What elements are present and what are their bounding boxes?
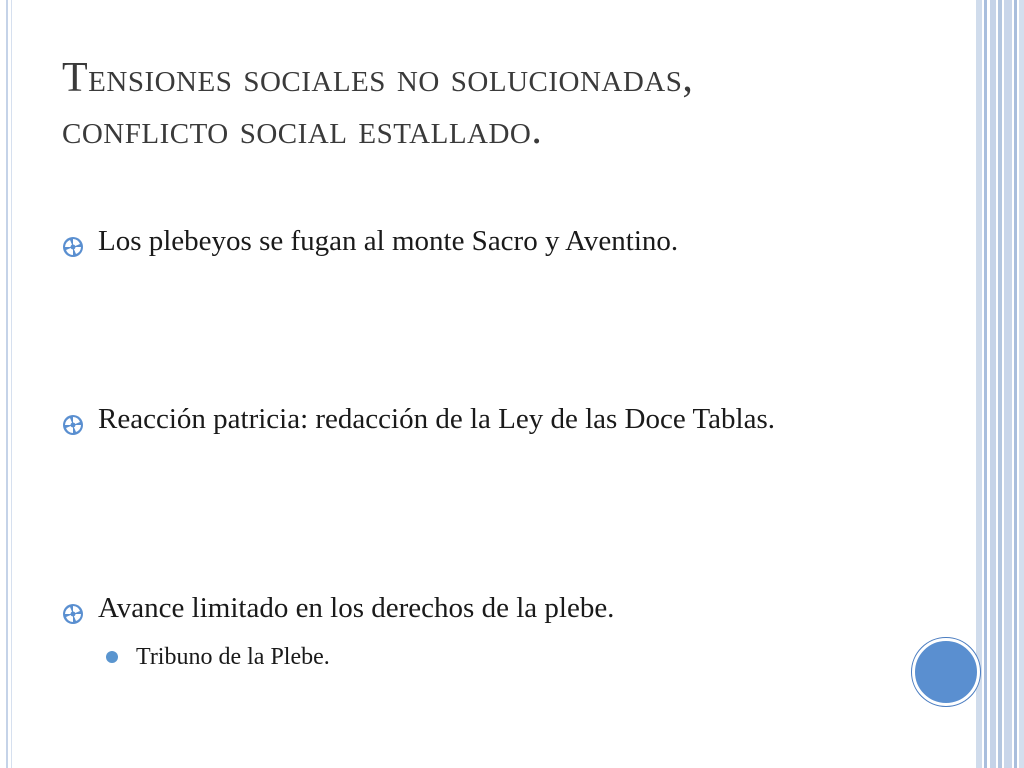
right-stripe bbox=[976, 0, 982, 768]
right-stripe bbox=[1004, 0, 1012, 768]
left-border-line bbox=[6, 0, 8, 768]
bullet-item bbox=[62, 400, 922, 438]
right-stripe bbox=[1019, 0, 1024, 768]
right-stripe bbox=[1014, 0, 1017, 768]
bullet-text: Reacción patricia: redacción de la Ley de las Doce Tablas. bbox=[98, 403, 775, 435]
pinwheel-bullet-icon bbox=[62, 236, 84, 258]
pinwheel-bullet-icon bbox=[62, 414, 84, 436]
slide-title-line1: Tensiones sociales no solucionadas, bbox=[62, 55, 694, 101]
decorative-circle bbox=[912, 638, 980, 706]
bullet-text: Avance limitado en los derechos de la plebe. bbox=[98, 592, 615, 624]
right-stripe bbox=[990, 0, 996, 768]
bullet-item bbox=[62, 589, 922, 627]
pinwheel-bullet-icon bbox=[62, 603, 84, 625]
sub-bullet-item bbox=[106, 641, 330, 673]
right-stripe bbox=[998, 0, 1002, 768]
slide-title bbox=[62, 52, 942, 156]
left-border-line bbox=[11, 0, 12, 768]
bullet-text: Los plebeyos se fugan al monte Sacro y Aventino. bbox=[98, 225, 679, 257]
dot-bullet-icon bbox=[106, 651, 118, 663]
sub-bullet-text: Tribuno de la Plebe. bbox=[136, 644, 330, 670]
right-stripe bbox=[984, 0, 987, 768]
bullet-item bbox=[62, 222, 922, 260]
slide-title-line2: conflicto social estallado. bbox=[62, 107, 543, 153]
